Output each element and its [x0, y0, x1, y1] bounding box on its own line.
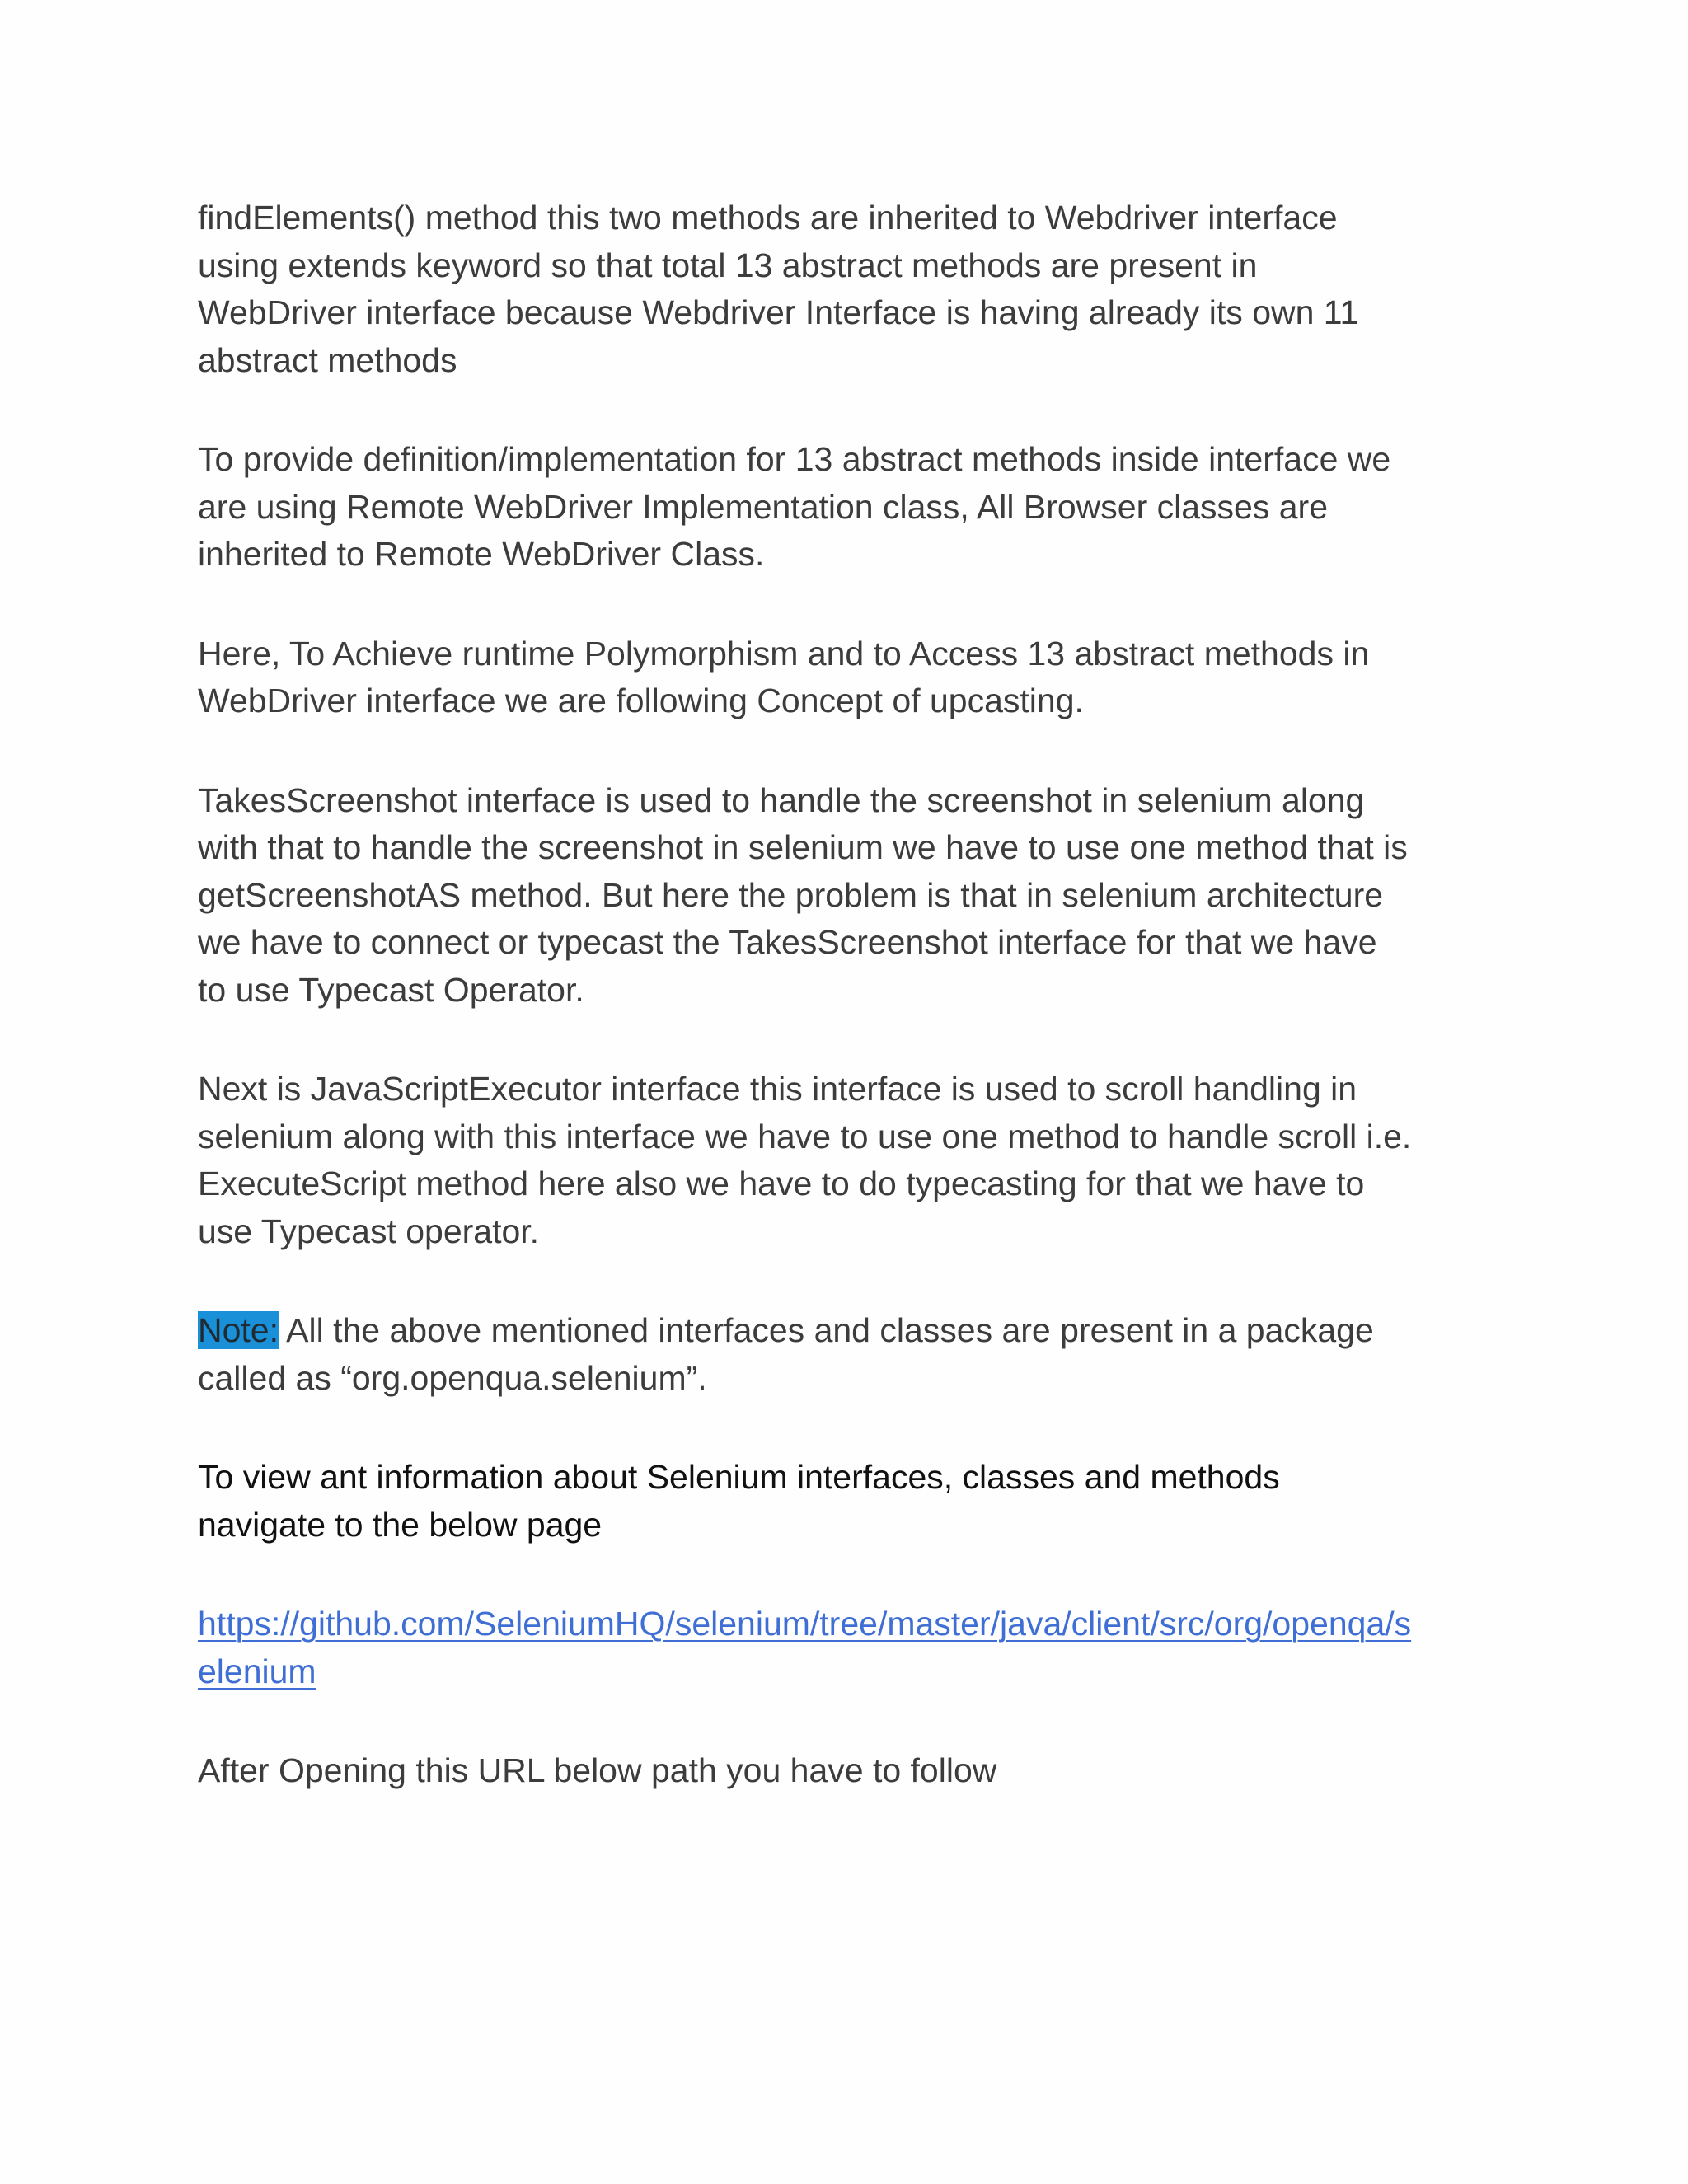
text-line: Here, To Achieve runtime Polymorphism and to Access 13 abstract methods in — [198, 634, 1370, 673]
paragraph-remote-webdriver — [198, 436, 1500, 579]
paragraph-upcasting — [198, 630, 1500, 725]
text-line: to use Typecast Operator. — [198, 970, 584, 1009]
text-line: findElements() method this two methods are inherited to Webdriver interface — [198, 199, 1338, 237]
text-line: inherited to Remote WebDriver Class. — [198, 535, 765, 573]
text-line: Next is JavaScriptExecutor interface this interface is used to scroll handling in — [198, 1070, 1357, 1108]
note-label-highlight: Note: — [198, 1311, 279, 1349]
text-line: getScreenshotAS method. But here the problem is that in selenium architecture — [198, 875, 1384, 914]
paragraph-takesscreenshot — [198, 777, 1500, 1015]
link-line: elenium — [198, 1652, 316, 1690]
text-line: navigate to the below page — [198, 1505, 603, 1544]
text-line: use Typecast operator. — [198, 1212, 540, 1250]
link-line: https://github.com/SeleniumHQ/selenium/tree/master/java/client/src/org/openqa/s — [198, 1605, 1412, 1643]
text-line: called as “org.openqua.selenium”. — [198, 1358, 707, 1397]
note-line — [198, 1307, 1500, 1355]
text-line: are using Remote WebDriver Implementation class, All Browser classes are — [198, 487, 1328, 526]
text-line: WebDriver interface because Webdriver Interface is having already its own 11 — [198, 293, 1359, 331]
text-line: TakesScreenshot interface is used to handle the screenshot in selenium along — [198, 780, 1365, 819]
note-text: All the above mentioned interfaces and classes are present in a package — [279, 1311, 1374, 1349]
text-line: abstract methods — [198, 340, 457, 379]
paragraph-javascriptexecutor — [198, 1066, 1500, 1255]
text-line: we have to connect or typecast the TakesScreenshot interface for that we have — [198, 923, 1377, 961]
paragraph-after-opening — [198, 1747, 1500, 1795]
text-line: To provide definition/implementation for 13 abstract methods inside interface we — [198, 440, 1391, 478]
text-line: ExecuteScript method here also we have to do typecasting for that we have to — [198, 1165, 1365, 1202]
document-body — [198, 194, 1500, 1847]
text-line: with that to handle the screenshot in selenium we have to use one method that is — [198, 828, 1408, 866]
text-line: To view ant information about Selenium interfaces, classes and methods — [198, 1458, 1280, 1496]
paragraph-note — [198, 1307, 1500, 1402]
text-line: After Opening this URL below path you have to follow — [198, 1751, 997, 1789]
text-line: using extends keyword so that total 13 abstract methods are present in — [198, 246, 1258, 284]
paragraph-view-info — [198, 1454, 1500, 1549]
paragraph-webdriver-methods — [198, 194, 1500, 384]
text-line: WebDriver interface we are following Concept of upcasting. — [198, 682, 1084, 719]
text-line: selenium along with this interface we have to use one method to handle scroll i.e. — [198, 1117, 1412, 1155]
github-selenium-link[interactable] — [198, 1601, 1500, 1695]
paragraph-link — [198, 1601, 1500, 1695]
